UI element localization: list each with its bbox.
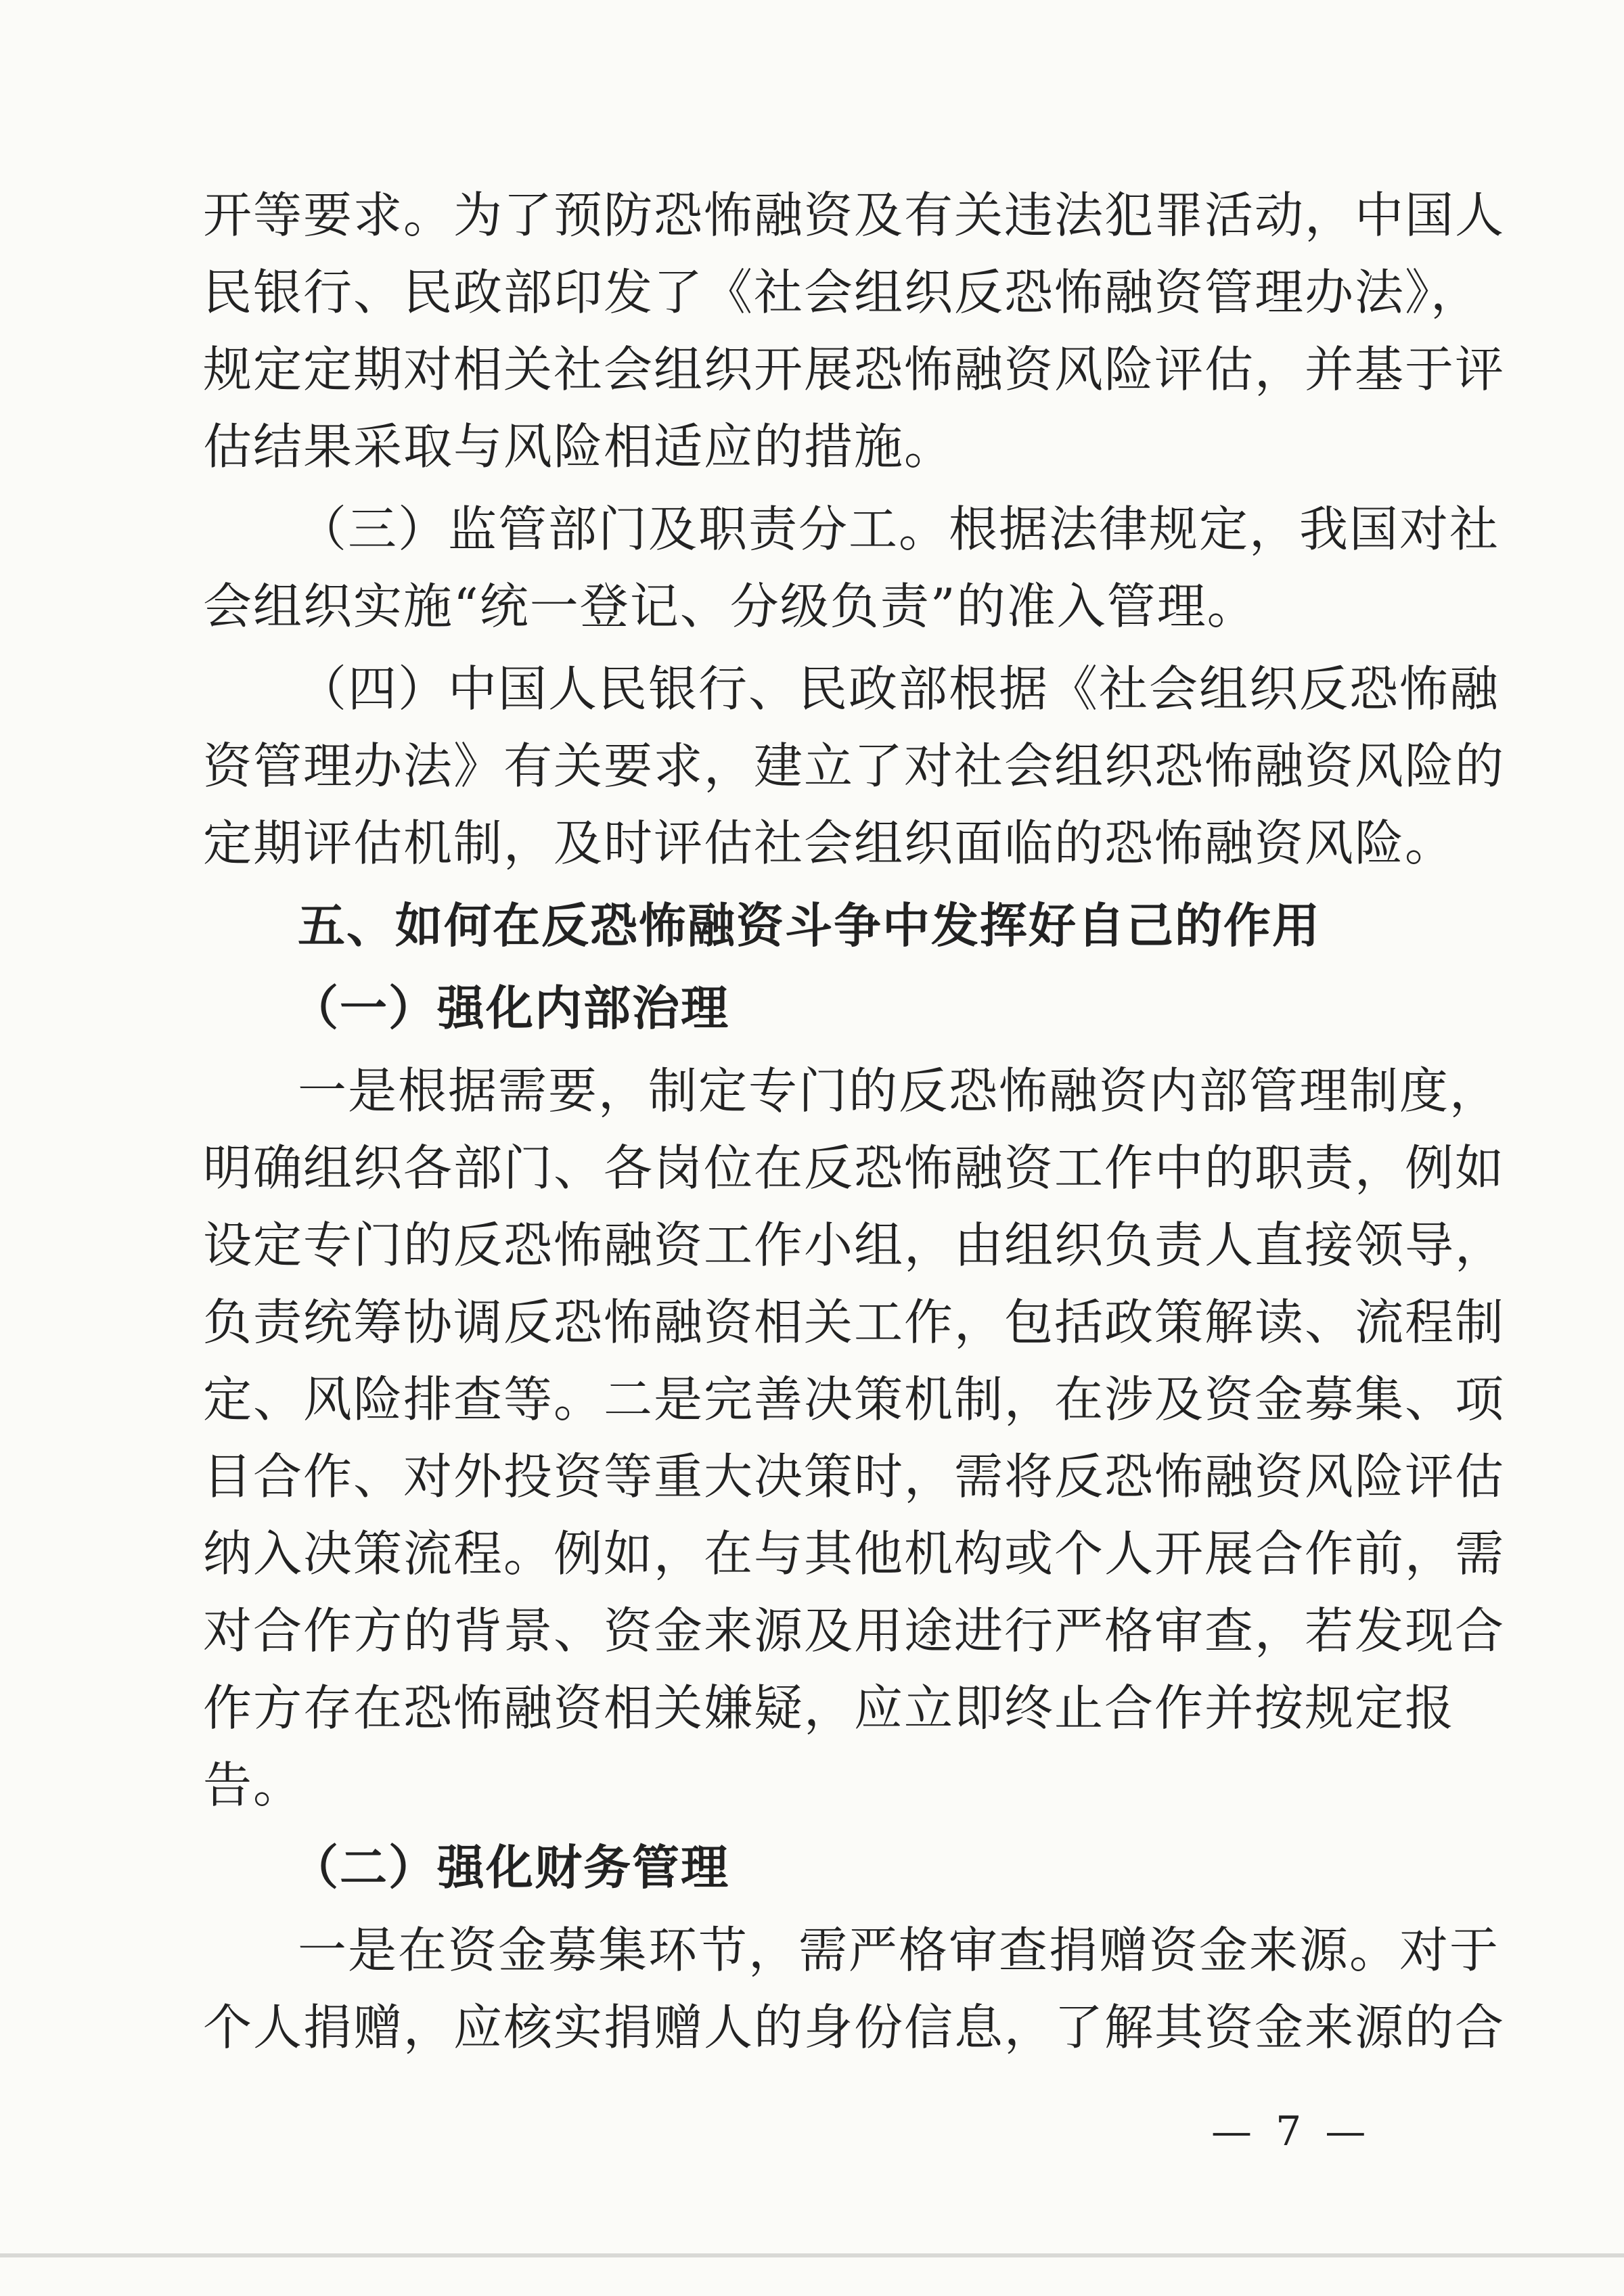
paragraph-line: 会组织实施“统一登记、分级负责”的准入管理。 bbox=[203, 578, 1257, 635]
paragraph-line: 定期评估机制，及时评估社会组织面临的恐怖融资风险。 bbox=[203, 815, 1456, 872]
scan-edge-divider bbox=[0, 2253, 1624, 2257]
paragraph-line: 一是在资金募集环节，需严格审查捐赠资金来源。对于 bbox=[298, 1922, 1500, 1979]
paragraph-line: 设定专门的反恐怖融资工作小组，由组织负责人直接领导， bbox=[203, 1217, 1506, 1274]
paragraph-line: 目合作、对外投资等重大决策时，需将反恐怖融资风险评估 bbox=[203, 1448, 1506, 1505]
paragraph-line: 负责统筹协调反恐怖融资相关工作，包括政策解读、流程制 bbox=[203, 1294, 1506, 1351]
paragraph-line: 民银行、民政部印发了《社会组织反恐怖融资管理办法》， bbox=[203, 264, 1481, 321]
subheading: （一）强化内部治理 bbox=[291, 980, 729, 1036]
paragraph-line: （三）监管部门及职责分工。根据法律规定，我国对社 bbox=[298, 501, 1500, 558]
paragraph-line: 定、风险排查等。二是完善决策机制，在涉及资金募集、项 bbox=[203, 1371, 1506, 1428]
paragraph-line: 作方存在恐怖融资相关嫌疑，应立即终止合作并按规定报 bbox=[203, 1680, 1456, 1736]
paragraph-line: 估结果采取与风险相适应的措施。 bbox=[203, 418, 955, 475]
paragraph-line: 一是根据需要，制定专门的反恐怖融资内部管理制度， bbox=[298, 1062, 1500, 1119]
paragraph-line: 资管理办法》有关要求，建立了对社会组织恐怖融资风险的 bbox=[203, 738, 1506, 794]
page-number: — 7 — bbox=[1211, 2108, 1372, 2155]
paragraph-line: 明确组织各部门、各岗位在反恐怖融资工作中的职责，例如 bbox=[203, 1140, 1506, 1196]
paragraph-line: 对合作方的背景、资金来源及用途进行严格审查，若发现合 bbox=[203, 1602, 1506, 1659]
subheading: （二）强化财务管理 bbox=[291, 1839, 729, 1895]
paragraph-line: 个人捐赠，应核实捐赠人的身份信息，了解其资金来源的合 bbox=[203, 1999, 1506, 2056]
paragraph-line: 纳入决策流程。例如，在与其他机构或个人开展合作前，需 bbox=[203, 1525, 1506, 1582]
paragraph-line: 规定定期对相关社会组织开展恐怖融资风险评估，并基于评 bbox=[203, 341, 1506, 398]
section-heading: 五、如何在反恐怖融资斗争中发挥好自己的作用 bbox=[298, 898, 1321, 953]
paragraph-line: 告。 bbox=[203, 1757, 304, 1814]
paragraph-line: （四）中国人民银行、民政部根据《社会组织反恐怖融 bbox=[298, 660, 1500, 717]
paragraph-line: 开等要求。为了预防恐怖融资及有关违法犯罪活动，中国人 bbox=[203, 187, 1506, 244]
